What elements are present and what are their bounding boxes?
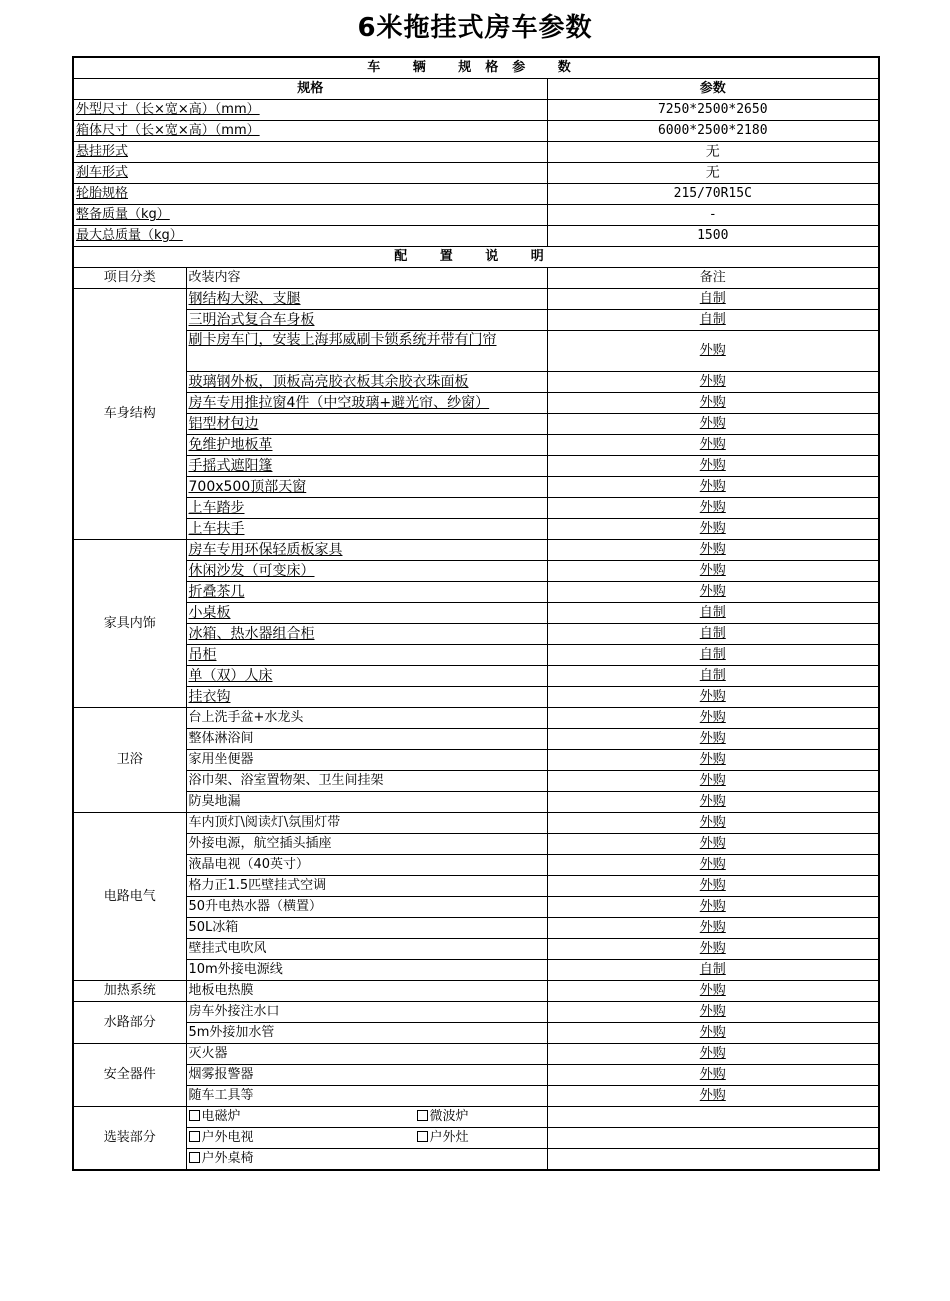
config-item-note: 自制 [547,310,879,331]
config-item-content: 格力正1.5匹壁挂式空调 [186,876,547,897]
config-header-row [73,268,879,289]
spec-row [73,226,879,247]
optional-option[interactable] [417,1109,469,1124]
config-item-content: 5m外接加水管 [186,1023,547,1044]
config-item-note: 外购 [547,918,879,939]
config-row [73,561,879,582]
config-item-note: 自制 [547,603,879,624]
config-section-title-row [73,247,879,268]
config-item-content: 玻璃钢外板，顶板高亮胶衣板其余胶衣珠面板 [186,372,547,393]
optional-row [73,1107,879,1128]
config-item-content: 液晶电视（40英寸） [186,855,547,876]
config-row [73,477,879,498]
config-item-note: 外购 [547,876,879,897]
config-item-content: 地板电热膜 [186,981,547,1002]
config-item-note: 外购 [547,414,879,435]
config-row [73,855,879,876]
config-item-note: 外购 [547,1044,879,1065]
config-row [73,771,879,792]
config-item-note: 外购 [547,372,879,393]
config-row [73,1002,879,1023]
optional-option-label: 户外灶 [429,1130,469,1145]
spec-row [73,121,879,142]
spec-label: 外型尺寸（长×宽×高）（mm） [73,100,547,121]
spec-section-title: 车 辆 规格参 数 [73,57,879,79]
config-header-content: 改装内容 [186,268,547,289]
config-item-content: 冰箱、热水器组合柜 [186,624,547,645]
config-item-content: 休闲沙发（可变床） [186,561,547,582]
config-item-content: 免维护地板革 [186,435,547,456]
spec-value: - [547,205,879,226]
spec-header-value: 参数 [547,79,879,100]
config-item-note: 外购 [547,1065,879,1086]
optional-note [547,1107,879,1128]
config-item-content: 房车专用推拉窗4件（中空玻璃+避光帘、纱窗） [186,393,547,414]
config-row [73,1065,879,1086]
config-item-note: 外购 [547,561,879,582]
spec-row [73,205,879,226]
optional-options-cell [186,1149,547,1171]
checkbox-icon[interactable] [189,1110,200,1121]
config-row [73,603,879,624]
config-item-content: 三明治式复合车身板 [186,310,547,331]
config-item-note: 外购 [547,582,879,603]
config-category: 卫浴 [73,708,186,813]
config-item-note: 自制 [547,289,879,310]
config-item-note: 外购 [547,708,879,729]
config-row [73,645,879,666]
config-item-note: 外购 [547,477,879,498]
config-item-note: 外购 [547,1002,879,1023]
optional-option-label: 户外桌椅 [201,1151,254,1166]
config-item-content: 手摇式遮阳篷 [186,456,547,477]
config-item-content: 上车踏步 [186,498,547,519]
spec-value: 1500 [547,226,879,247]
checkbox-icon[interactable] [189,1131,200,1142]
config-item-content: 上车扶手 [186,519,547,540]
optional-note [547,1149,879,1171]
config-row [73,960,879,981]
spec-header-label: 规格 [73,79,547,100]
config-item-note: 外购 [547,456,879,477]
config-item-content: 车内顶灯\阅读灯\氛围灯带 [186,813,547,834]
config-item-content: 钢结构大梁、支腿 [186,289,547,310]
config-row [73,372,879,393]
config-row [73,331,879,372]
config-row [73,435,879,456]
config-item-note: 外购 [547,771,879,792]
optional-option[interactable] [189,1109,417,1125]
config-row [73,876,879,897]
config-item-content: 灭火器 [186,1044,547,1065]
config-row [73,813,879,834]
config-item-content: 700x500顶部天窗 [186,477,547,498]
config-item-content: 小桌板 [186,603,547,624]
optional-option-label: 电磁炉 [201,1109,241,1124]
config-item-content: 单（双）人床 [186,666,547,687]
config-item-content: 折叠茶几 [186,582,547,603]
config-row [73,939,879,960]
config-item-note: 外购 [547,498,879,519]
checkbox-icon[interactable] [417,1131,428,1142]
config-item-content: 50L冰箱 [186,918,547,939]
config-row [73,918,879,939]
spec-label: 刹车形式 [73,163,547,184]
optional-note [547,1128,879,1149]
config-row [73,897,879,918]
config-row [73,540,879,561]
spec-label: 箱体尺寸（长×宽×高）（mm） [73,121,547,142]
config-row [73,1086,879,1107]
config-category: 加热系统 [73,981,186,1002]
config-item-note: 外购 [547,813,879,834]
config-header-note: 备注 [547,268,879,289]
spec-value: 7250*2500*2650 [547,100,879,121]
config-row [73,289,879,310]
config-item-note: 外购 [547,687,879,708]
config-item-content: 铝型材包边 [186,414,547,435]
spec-row [73,163,879,184]
config-item-note: 外购 [547,435,879,456]
spec-label: 最大总质量（kg） [73,226,547,247]
config-category: 安全器件 [73,1044,186,1107]
config-item-content: 台上洗手盆+水龙头 [186,708,547,729]
config-item-content: 壁挂式电吹风 [186,939,547,960]
config-item-content: 烟雾报警器 [186,1065,547,1086]
config-item-note: 外购 [547,750,879,771]
config-row [73,687,879,708]
optional-row [73,1149,879,1171]
config-item-content: 吊柜 [186,645,547,666]
spec-row [73,100,879,121]
config-row [73,498,879,519]
config-row [73,834,879,855]
spec-label: 轮胎规格 [73,184,547,205]
config-row [73,582,879,603]
config-row [73,981,879,1002]
config-item-content: 房车专用环保轻质板家具 [186,540,547,561]
config-item-note: 外购 [547,834,879,855]
config-row [73,310,879,331]
optional-category: 选装部分 [73,1107,186,1171]
optional-options-cell [186,1128,547,1149]
config-row [73,456,879,477]
config-item-note: 外购 [547,939,879,960]
config-item-content: 浴巾架、浴室置物架、卫生间挂架 [186,771,547,792]
config-row [73,729,879,750]
config-row [73,1023,879,1044]
config-row [73,393,879,414]
config-item-note: 自制 [547,960,879,981]
config-row [73,750,879,771]
config-category: 水路部分 [73,1002,186,1044]
config-item-content: 防臭地漏 [186,792,547,813]
optional-option[interactable] [417,1130,469,1145]
spec-header-row [73,79,879,100]
optional-option-label: 微波炉 [429,1109,469,1124]
config-item-content: 随车工具等 [186,1086,547,1107]
spec-row [73,142,879,163]
config-item-content: 家用坐便器 [186,750,547,771]
optional-options-cell [186,1107,547,1128]
config-item-note: 外购 [547,729,879,750]
config-item-note: 外购 [547,331,879,372]
spec-value: 215/70R15C [547,184,879,205]
spec-row [73,184,879,205]
checkbox-icon[interactable] [417,1110,428,1121]
spec-value: 无 [547,163,879,184]
config-item-note: 外购 [547,540,879,561]
config-row [73,792,879,813]
config-item-note: 外购 [547,519,879,540]
spec-section-title-row [73,57,879,79]
config-item-note: 自制 [547,645,879,666]
config-item-content: 外接电源，航空插头插座 [186,834,547,855]
config-item-note: 外购 [547,855,879,876]
config-row [73,666,879,687]
config-section-title: 配 置 说 明 [73,247,879,268]
config-item-content: 刷卡房车门，安装上海邦威刷卡锁系统并带有门帘 [186,331,547,372]
config-row [73,519,879,540]
optional-row [73,1128,879,1149]
optional-option-label: 户外电视 [201,1130,254,1145]
config-item-content: 挂衣钩 [186,687,547,708]
optional-option[interactable] [189,1130,417,1146]
spec-label: 悬挂形式 [73,142,547,163]
config-category: 车身结构 [73,289,186,540]
config-item-note: 外购 [547,792,879,813]
config-item-content: 50升电热水器（横置） [186,897,547,918]
config-item-note: 自制 [547,666,879,687]
config-item-note: 外购 [547,1023,879,1044]
config-item-note: 外购 [547,1086,879,1107]
config-row [73,414,879,435]
config-item-content: 10m外接电源线 [186,960,547,981]
config-row [73,624,879,645]
config-category: 电路电气 [73,813,186,981]
config-item-content: 房车外接注水口 [186,1002,547,1023]
checkbox-icon[interactable] [189,1152,200,1163]
config-category: 家具内饰 [73,540,186,708]
config-row [73,1044,879,1065]
spec-value: 无 [547,142,879,163]
page-title: 6米拖挂式房车参数 [357,13,593,43]
spec-sheet-table [72,56,880,1171]
spec-label: 整备质量（kg） [73,205,547,226]
config-item-content: 整体淋浴间 [186,729,547,750]
config-row [73,708,879,729]
config-item-note: 外购 [547,897,879,918]
optional-option[interactable] [189,1151,417,1167]
config-item-note: 外购 [547,393,879,414]
config-item-note: 外购 [547,981,879,1002]
config-item-note: 自制 [547,624,879,645]
spec-value: 6000*2500*2180 [547,121,879,142]
config-header-category: 项目分类 [73,268,186,289]
